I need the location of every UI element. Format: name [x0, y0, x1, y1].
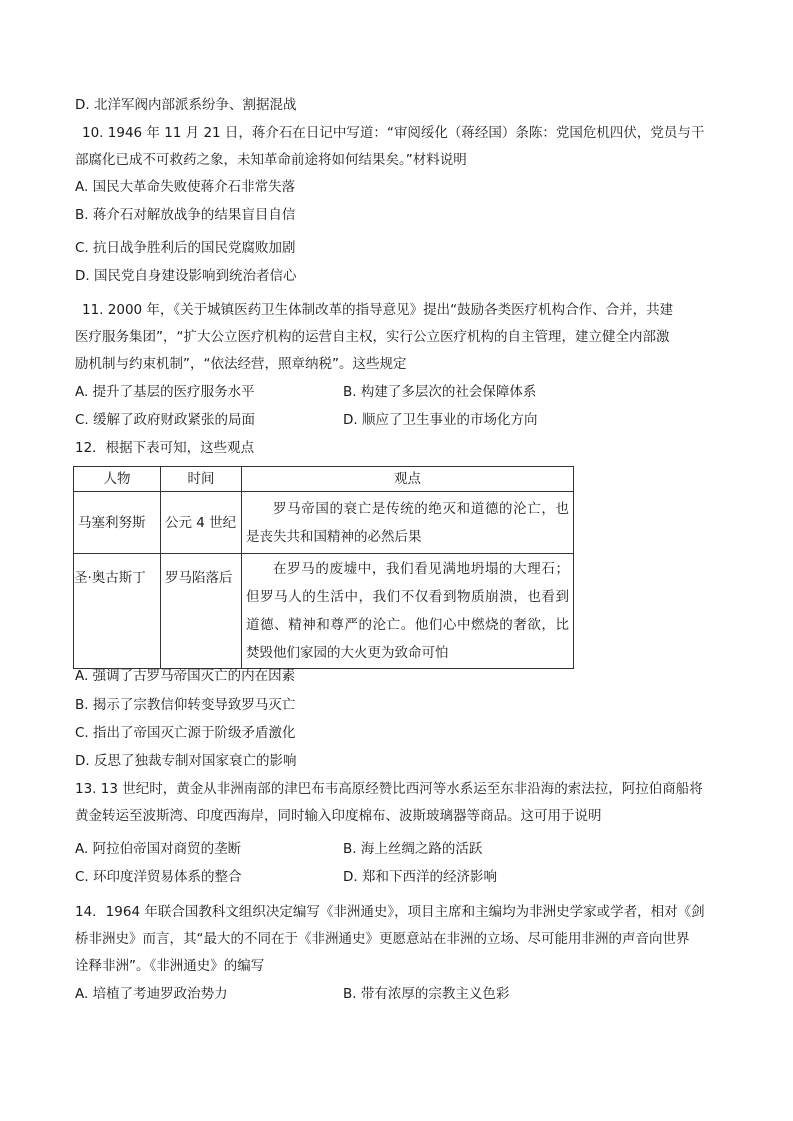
q12-option-d: D. 反思了独裁专制对国家衰亡的影响: [75, 753, 297, 769]
q10-option-c: C. 抗日战争胜利后的国民党腐败加剧: [75, 240, 296, 256]
q10-stem-line2: 部腐化已成不可救药之象，未知革命前途将如何结果矣。”材料说明: [75, 152, 467, 168]
row2-view: 在罗马的废墟中，我们看见满地坍塌的大理石；但罗马人的生活中，我们不仅看到物质崩溃，也看到道德、精神和尊严的沦亡。他们心中燃烧的奢欲，比焚毁他们家园的大火更为致命可怕: [242, 554, 574, 669]
q12-stem: 12．根据下表可知，这些观点: [75, 440, 255, 456]
header-person: 人物: [74, 467, 161, 492]
table-row: [74, 554, 574, 669]
q12-option-c: C. 指出了帝国灭亡源于阶级矛盾激化: [75, 725, 296, 741]
q12-table: [73, 466, 574, 669]
header-time: 时间: [161, 467, 242, 492]
q14-option-a: A. 培植了考迪罗政治势力: [75, 986, 228, 1002]
q10-option-a: A. 国民大革命失败使蒋介石非常失落: [75, 179, 296, 195]
q11-stem-line2: 医疗服务集团”，“扩大公立医疗机构的运营自主权，实行公立医疗机构的自主管理，建立健全内部激: [75, 329, 670, 345]
row1-person: 马塞利努斯: [74, 492, 161, 554]
q14-stem-line1: 14．1964 年联合国教科文组织决定编写《非洲通史》，项目主席和主编均为非洲史学家或学者，相对《剑: [75, 904, 705, 920]
row1-view: 罗马帝国的衰亡是传统的绝灭和道德的沦亡，也是丧失共和国精神的必然后果: [242, 492, 574, 554]
q14-stem-line2: 桥非洲史》而言，其“最大的不同在于《非洲通史》更愿意站在非洲的立场、尽可能用非洲的声音向世界: [75, 931, 690, 947]
q11-option-a: A. 提升了基层的医疗服务水平: [75, 384, 255, 400]
header-view: 观点: [242, 467, 574, 492]
q13-stem-line1: 13. 13 世纪时，黄金从非洲南部的津巴布韦高原经赞比西河等水系运至东非沿海的索法拉，阿拉伯商船将: [75, 781, 703, 797]
table-header-row: [74, 467, 574, 492]
q10-option-b: B. 蒋介石对解放战争的结果盲目自信: [75, 207, 296, 223]
q13-option-b: B. 海上丝绸之路的活跃: [343, 841, 483, 857]
q14-stem-line3: 诠释非洲”。《非洲通史》的编写: [75, 958, 265, 974]
q9-option-d: D. 北洋军阀内部派系纷争、割据混战: [75, 97, 297, 113]
q11-stem-line3: 励机制与约束机制”，“依法经营，照章纳税”。这些规定: [75, 356, 407, 372]
q13-option-a: A. 阿拉伯帝国对商贸的垄断: [75, 841, 242, 857]
q11-option-d: D. 顺应了卫生事业的市场化方向: [343, 412, 538, 428]
q13-stem-line2: 黄金转运至波斯湾、印度西海岸，同时输入印度棉布、波斯玻璃器等商品。这可用于说明: [75, 808, 602, 824]
table-row: [74, 492, 574, 554]
q11-option-b: B. 构建了多层次的社会保障体系: [343, 384, 537, 400]
row2-person: 圣·奥古斯丁: [74, 554, 161, 669]
q11-stem-line1: 11. 2000 年，《关于城镇医药卫生体制改革的指导意见》提出“鼓励各类医疗机构合作、合并，共建: [82, 302, 674, 318]
q10-stem-line1: 10. 1946 年 11 月 21 日，蒋介石在日记中写道：“审阅绥化（蒋经国）条陈：党国危机四伏，党员与干: [82, 125, 705, 141]
q12-option-a: A. 强调了古罗马帝国灭亡的内在因素: [75, 668, 296, 684]
q10-option-d: D. 国民党自身建设影响到统治者信心: [75, 268, 297, 284]
row2-time: 罗马陷落后: [161, 554, 242, 669]
q14-option-b: B. 带有浓厚的宗教主义色彩: [343, 986, 510, 1002]
q12-option-b: B. 揭示了宗教信仰转变导致罗马灭亡: [75, 697, 296, 713]
q13-option-c: C. 环印度洋贸易体系的整合: [75, 869, 242, 885]
row1-time: 公元 4 世纪: [161, 492, 242, 554]
q13-option-d: D. 郑和下西洋的经济影响: [343, 869, 497, 885]
q11-option-c: C. 缓解了政府财政紧张的局面: [75, 412, 256, 428]
